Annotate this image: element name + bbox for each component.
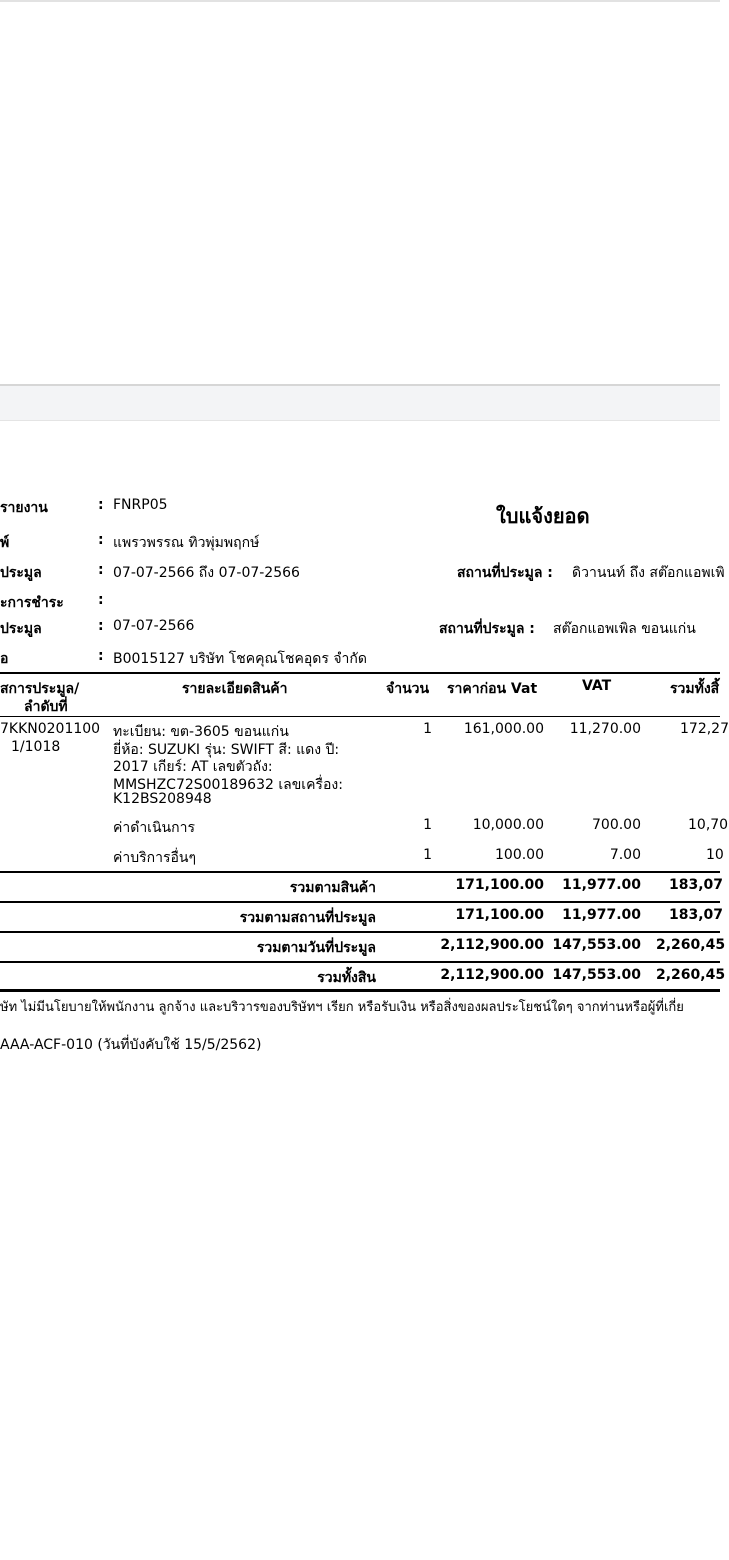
subtotal-price: 2,112,900.00 <box>440 937 544 953</box>
price-cell: 161,000.00 <box>463 721 544 737</box>
detail-cell: ค่าดำเนินการ <box>113 820 195 836</box>
colon: : <box>98 592 104 608</box>
subtotal-rule <box>0 931 720 933</box>
total-cell: 10,70 <box>688 817 729 833</box>
grand-total-vat: 147,553.00 <box>552 967 641 983</box>
subtotal-price: 171,100.00 <box>455 877 544 893</box>
subtotal-total: 183,07 <box>669 907 724 923</box>
qty-cell: 1 <box>423 847 432 863</box>
detail-line: 2017 เกียร์: AT เลขตัวถัง: <box>113 759 273 775</box>
subtotal-total: 2,260,45 <box>656 937 726 953</box>
buyer-value: B0015127 บริษัท โชคคุณโชคอุดร จำกัด <box>113 651 367 667</box>
auction-date-label: ประมูล <box>0 565 42 581</box>
col-header-seq: ลำดับที่ <box>24 699 68 715</box>
subtotal-label: รวมตามสินค้า <box>289 880 376 896</box>
location2-value: สต๊อกแอพเพิล ขอนแก่น <box>553 621 696 637</box>
subtotal-rule <box>0 871 720 873</box>
report-value: FNRP05 <box>113 497 168 513</box>
sequence-number: 1/1018 <box>11 739 61 755</box>
subtotal-vat: 147,553.00 <box>552 937 641 953</box>
vat-cell: 700.00 <box>592 817 641 833</box>
policy-notice: ษัท ไม่มีนโยบายให้พนักงาน ลูกจ้าง และบริวารของบริษัทฯ เรียก หรือรับเงิน หรือสิ่งของผลประโยชน์ใดๆ จากท่านหรือผู้ที่เกี่ย <box>0 1000 684 1015</box>
report-label: รายงาน <box>0 500 48 516</box>
colon: : <box>98 618 104 634</box>
detail-line: ยี่ห้อ: SUZUKI รุ่น: SWIFT สี: แดง ปี: <box>113 742 340 758</box>
header-rule <box>0 716 720 717</box>
colon: : <box>98 648 104 664</box>
subtotal-label: รวมตามสถานที่ประมูล <box>239 910 376 926</box>
table-top-rule <box>0 672 720 674</box>
subtotal-rule <box>0 901 720 903</box>
col-header-total: รวมทั้งสิ้ <box>670 681 720 697</box>
document-code: AAA-ACF-010 (วันที่บังคับใช้ 15/5/2562) <box>0 1037 262 1053</box>
col-header-detail: รายละเอียดสินค้า <box>182 681 288 697</box>
location-label: สถานที่ประมูล : <box>457 565 553 581</box>
subtotal-label: รวมตามวันที่ประมูล <box>256 940 376 956</box>
vat-cell: 11,270.00 <box>569 721 641 737</box>
top-border <box>0 0 720 2</box>
col-header-qty: จำนวน <box>386 681 430 697</box>
grand-total-label: รวมทั้งสิน <box>317 970 376 986</box>
price-cell: 10,000.00 <box>472 817 544 833</box>
grand-total-price: 2,112,900.00 <box>440 967 544 983</box>
buyer-label: อ <box>0 651 9 667</box>
subtotal-price: 171,100.00 <box>455 907 544 923</box>
vat-cell: 7.00 <box>609 847 641 863</box>
colon: : <box>98 562 104 578</box>
location2-label: สถานที่ประมูล : <box>439 621 535 637</box>
doc-number: 7KKN0201100 <box>0 721 101 737</box>
col-header-price: ราคาก่อน Vat <box>447 681 538 697</box>
col-header-vat: VAT <box>582 678 612 694</box>
qty-cell: 1 <box>423 817 432 833</box>
page-separator <box>0 384 720 421</box>
table-bottom-rule <box>0 989 720 992</box>
detail-line: ทะเบียน: ขต-3605 ขอนแก่น <box>113 724 289 740</box>
detail-line: MMSHZC72S00189632 เลขเครื่อง: <box>113 777 343 793</box>
detail-line: K12BS208948 <box>113 791 212 807</box>
total-cell: 172,27 <box>680 721 729 737</box>
subtotal-vat: 11,977.00 <box>562 877 641 893</box>
colon: : <box>98 532 104 548</box>
document-title: ใบแจ้งยอด <box>496 504 590 528</box>
qty-cell: 1 <box>423 721 432 737</box>
subtotal-total: 183,07 <box>669 877 724 893</box>
subtotal-rule <box>0 961 720 963</box>
total-cell: 10 <box>706 847 724 863</box>
auction-date2-label: ประมูล <box>0 621 42 637</box>
price-cell: 100.00 <box>495 847 544 863</box>
subtotal-vat: 11,977.00 <box>562 907 641 923</box>
location-value: ดิวานนท์ ถึง สต๊อกแอพเพิ <box>572 565 725 581</box>
auction-date2-value: 07-07-2566 <box>113 618 195 634</box>
colon: : <box>98 497 104 513</box>
payment-label: ะการชำระ <box>0 595 64 611</box>
auction-date-value: 07-07-2566 ถึง 07-07-2566 <box>113 565 300 581</box>
printer-label: พ์ <box>0 535 10 551</box>
detail-cell: ค่าบริการอื่นๆ <box>113 850 196 866</box>
col-header-doc: สการประมูล/ <box>0 681 80 697</box>
grand-total-total: 2,260,45 <box>656 967 726 983</box>
printer-value: แพรวพรรณ ทิวพุ่มพฤกษ์ <box>113 535 260 551</box>
